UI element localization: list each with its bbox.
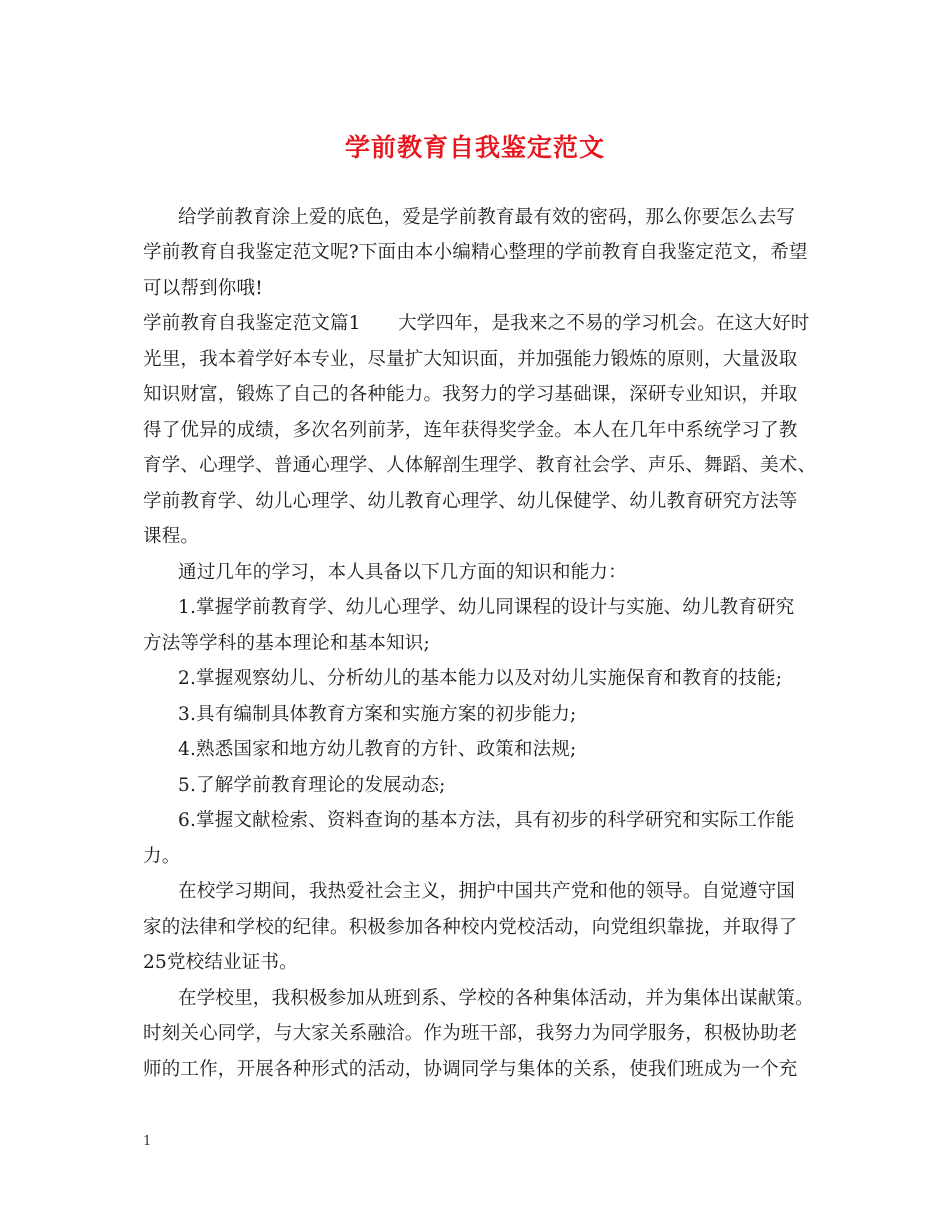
- paragraph-line: 得了优异的成绩，多次名列前茅，连年获得奖学金。本人在几年中系统学习了教: [143, 420, 798, 441]
- paragraph-line: 在校学习期间，我热爱社会主义，拥护中国共产党和他的领导。自觉遵守国: [178, 881, 796, 902]
- list-item-line: 方法等学科的基本理论和基本知识;: [143, 633, 430, 654]
- paragraph-line: 课程。: [143, 526, 200, 547]
- paragraph-line: 家的法律和学校的纪律。积极参加各种校内党校活动，向党组织靠拢，并取得了: [143, 917, 798, 938]
- document-title: 学前教育自我鉴定范文: [344, 133, 605, 162]
- list-item-line: 1.掌握学前教育学、幼儿心理学、幼儿同课程的设计与实施、幼儿教育研究: [178, 597, 795, 618]
- list-item-line: 6.掌握文献检索、资料查询的基本方法，具有初步的科学研究和实际工作能: [178, 810, 795, 831]
- paragraph-line: 可以帮到你哦!: [143, 278, 263, 299]
- paragraph-line: 师的工作，开展各种形式的活动，协调同学与集体的关系，使我们班成为一个充: [143, 1059, 798, 1080]
- paragraph-line: 学前教育自我鉴定范文篇1 大学四年，是我来之不易的学习机会。在这大好时: [143, 313, 810, 334]
- paragraph-line: 学前教育学、幼儿心理学、幼儿教育心理学、幼儿保健学、幼儿教育研究方法等: [143, 491, 798, 512]
- list-item-line: 4.熟悉国家和地方幼儿教育的方针、政策和法规;: [178, 739, 577, 760]
- list-item-line: 3.具有编制具体教育方案和实施方案的初步能力;: [178, 704, 577, 725]
- paragraph-line: 通过几年的学习，本人具备以下几方面的知识和能力：: [178, 562, 627, 583]
- page-number: 1: [143, 1134, 152, 1149]
- paragraph-line: 时刻关心同学，与大家关系融洽。作为班干部，我努力为同学服务，积极协助老: [143, 1023, 798, 1044]
- paragraph-line: 给学前教育涂上爱的底色，爱是学前教育最有效的密码，那么你要怎么去写: [178, 207, 796, 228]
- paragraph-line: 在学校里，我积极参加从班到系、学校的各种集体活动，并为集体出谋献策。: [178, 988, 814, 1009]
- paragraph-line: 育学、心理学、普通心理学、人体解剖生理学、教育社会学、声乐、舞蹈、美术、: [143, 455, 817, 476]
- paragraph-line: 知识财富，锻炼了自己的各种能力。我努力的学习基础课，深研专业知识，并取: [143, 384, 798, 405]
- list-item-line: 2.掌握观察幼儿、分析幼儿的基本能力以及对幼儿实施保育和教育的技能;: [178, 668, 783, 689]
- paragraph-line: 25党校结业证书。: [143, 952, 298, 973]
- paragraph-line: 光里，我本着学好本专业，尽量扩大知识面，并加强能力锻炼的原则，大量汲取: [143, 349, 798, 370]
- list-item-line: 5.了解学前教育理论的发展动态;: [178, 775, 446, 796]
- list-item-line: 力。: [143, 846, 181, 867]
- paragraph-line: 学前教育自我鉴定范文呢?下面由本小编精心整理的学前教育自我鉴定范文，希望: [143, 242, 808, 263]
